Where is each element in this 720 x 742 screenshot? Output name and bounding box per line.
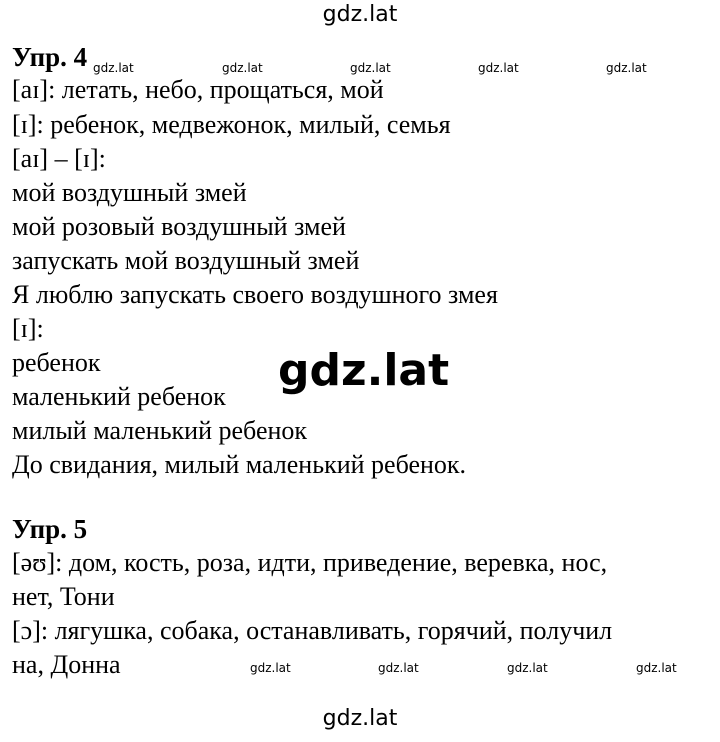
exercise-4-title: Упр. 4 (12, 42, 88, 72)
watermark-small: gdz.lat (606, 61, 647, 75)
watermark-small: gdz.lat (222, 61, 263, 75)
watermark-small: gdz.lat (507, 661, 548, 675)
exercise-4-line: Я люблю запускать своего воздушного змея (12, 280, 498, 309)
watermark-small: gdz.lat (478, 61, 519, 75)
exercise-4-line: [aɪ]: летать, небо, прощаться, мой (12, 75, 384, 104)
exercise-4-line: мой воздушный змей (12, 178, 247, 207)
watermark-small: gdz.lat (250, 661, 291, 675)
exercise-4-line: До свидания, милый маленький ребенок. (12, 450, 467, 479)
watermark-small: gdz.lat (636, 661, 677, 675)
exercise-4-line: милый маленький ребенок (12, 416, 308, 445)
watermark-small: gdz.lat (350, 61, 391, 75)
exercise-4-line: ребенок (12, 348, 101, 377)
watermark-small: gdz.lat (378, 661, 419, 675)
exercise-5-title: Упр. 5 (12, 514, 88, 544)
watermark-top: gdz.lat (322, 2, 398, 27)
exercise-4-line: [ɪ]: ребенок, медвежонок, милый, семья (12, 110, 451, 139)
watermark-bottom: gdz.lat (322, 706, 398, 731)
exercise-4-line: мой розовый воздушный змей (12, 212, 346, 241)
exercise-4-line: маленький ребенок (12, 382, 226, 411)
exercise-4-line: [ɪ]: (12, 314, 44, 343)
exercise-4-line: [aɪ] – [ɪ]: (12, 144, 106, 173)
exercise-5-line: [əʊ]: дом, кость, роза, идти, приведение, веревка, нос, (12, 548, 608, 577)
watermark-small: gdz.lat (93, 61, 134, 75)
watermark-center: gdz.lat (278, 345, 450, 396)
exercise-5-line: на, Донна (12, 650, 121, 679)
exercise-5-line: [ɔ]: лягушка, собака, останавливать, горячий, получил (12, 616, 613, 645)
exercise-5-line: нет, Тони (12, 582, 115, 611)
exercise-4-line: запускать мой воздушный змей (12, 246, 360, 275)
